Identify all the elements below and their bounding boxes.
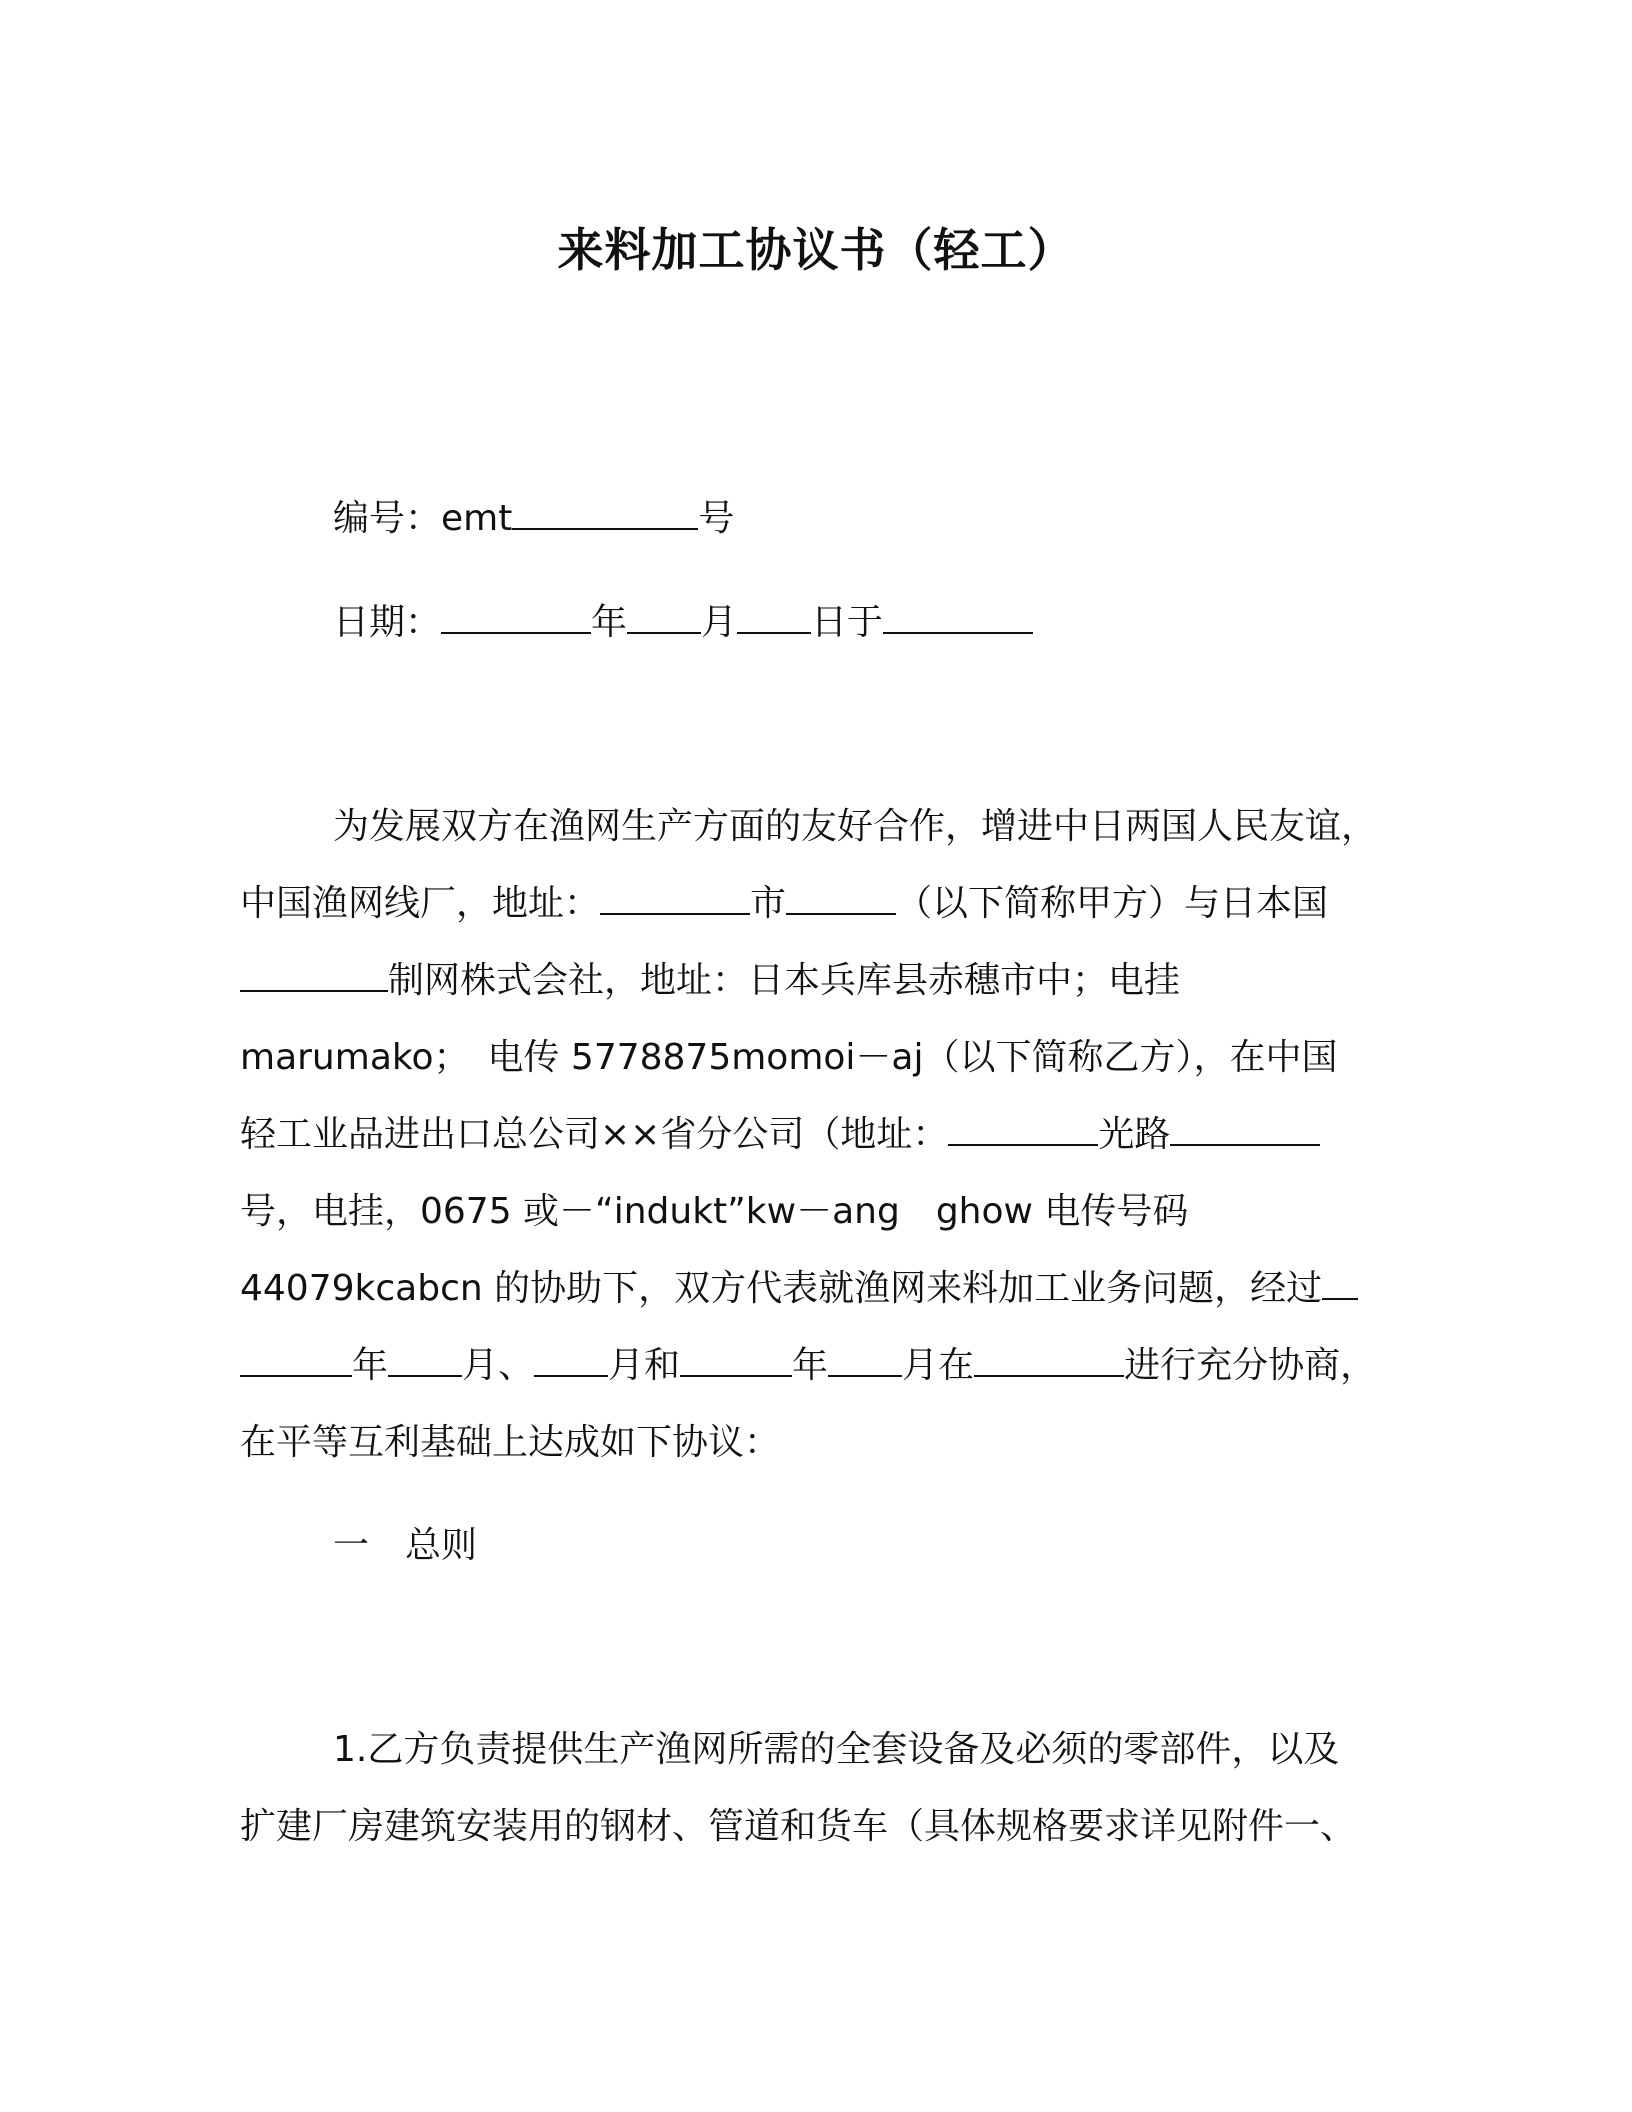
date-year: 年 xyxy=(591,602,628,643)
p1-l2-text-b: 市 xyxy=(750,883,787,924)
paragraph1-line8 xyxy=(240,1344,1376,1388)
clause1-line2: 扩建厂房建筑安装用的钢材、管道和货车（具体规格要求详见附件一、 xyxy=(240,1806,1357,1847)
road-blank xyxy=(948,1114,1098,1146)
p1-l2-text-a: 中国渔网线厂，地址： xyxy=(240,883,601,924)
paragraph1-line4: marumako； 电传 5778875momoi－aj（以下简称乙方），在中国 xyxy=(240,1037,1338,1078)
company-blank xyxy=(240,960,388,992)
period-month-blank-1 xyxy=(388,1345,462,1377)
paragraph1-line5 xyxy=(240,1113,1320,1157)
p1-l8-year-2: 年 xyxy=(792,1345,829,1386)
period-month-blank-3 xyxy=(828,1345,902,1377)
address-blank xyxy=(786,883,896,915)
date-label: 日期： xyxy=(333,602,442,643)
p1-l8-year-1: 年 xyxy=(352,1345,389,1386)
paragraph1-line7 xyxy=(240,1267,1358,1311)
number-prefix: 编号：emt xyxy=(333,498,513,539)
date-line xyxy=(333,601,1033,645)
period-month-blank-2 xyxy=(534,1345,608,1377)
date-day-at: 日于 xyxy=(811,602,884,643)
place-blank xyxy=(883,602,1033,634)
clause1-line1: 1.乙方负责提供生产渔网所需的全套设备及必须的零部件，以及 xyxy=(333,1729,1340,1770)
paragraph1-line6: 号，电挂，0675 或－“indukt”kw－ang ghow 电传号码 xyxy=(240,1191,1189,1232)
paragraph1-line3 xyxy=(240,959,1180,1003)
period-year-blank-1 xyxy=(240,1345,352,1377)
p1-l2-text-c: （以下简称甲方）与日本国 xyxy=(896,883,1329,924)
day-blank xyxy=(737,602,811,634)
p1-l5-text-a: 轻工业品进出口总公司××省分公司（地址： xyxy=(240,1114,949,1155)
paragraph1-line2 xyxy=(240,882,1328,926)
p1-l8-tail: 进行充分协商， xyxy=(1124,1345,1377,1386)
p1-l7-text: 44079kcabcn 的协助下，双方代表就渔网来料加工业务问题，经过 xyxy=(240,1268,1323,1309)
p1-l8-month-1: 月、 xyxy=(462,1345,535,1386)
city-blank xyxy=(600,883,750,915)
date-month: 月 xyxy=(701,602,738,643)
p1-l3-text: 制网株式会社，地址：日本兵库县赤穗市中；电挂 xyxy=(388,960,1181,1001)
document-title: 来料加工协议书（轻工） xyxy=(557,223,1075,277)
month-blank xyxy=(627,602,701,634)
p1-l5-text-b: 光路 xyxy=(1098,1114,1171,1155)
section-heading-general: 一 总则 xyxy=(333,1525,478,1566)
year-blank xyxy=(441,602,591,634)
p1-l8-month-3: 月在 xyxy=(902,1345,975,1386)
period-year-blank-2 xyxy=(680,1345,792,1377)
paragraph1-line9: 在平等互利基础上达成如下协议： xyxy=(240,1422,781,1463)
p1-l8-month-2: 月和 xyxy=(608,1345,681,1386)
period-blank-start xyxy=(1322,1268,1358,1300)
negotiation-place-blank xyxy=(974,1345,1124,1377)
number-line xyxy=(333,497,734,541)
number-blank xyxy=(512,498,698,530)
paragraph1-line1: 为发展双方在渔网生产方面的友好合作，增进中日两国人民友谊， xyxy=(333,806,1378,847)
road-number-blank xyxy=(1170,1114,1320,1146)
number-suffix: 号 xyxy=(698,498,735,539)
